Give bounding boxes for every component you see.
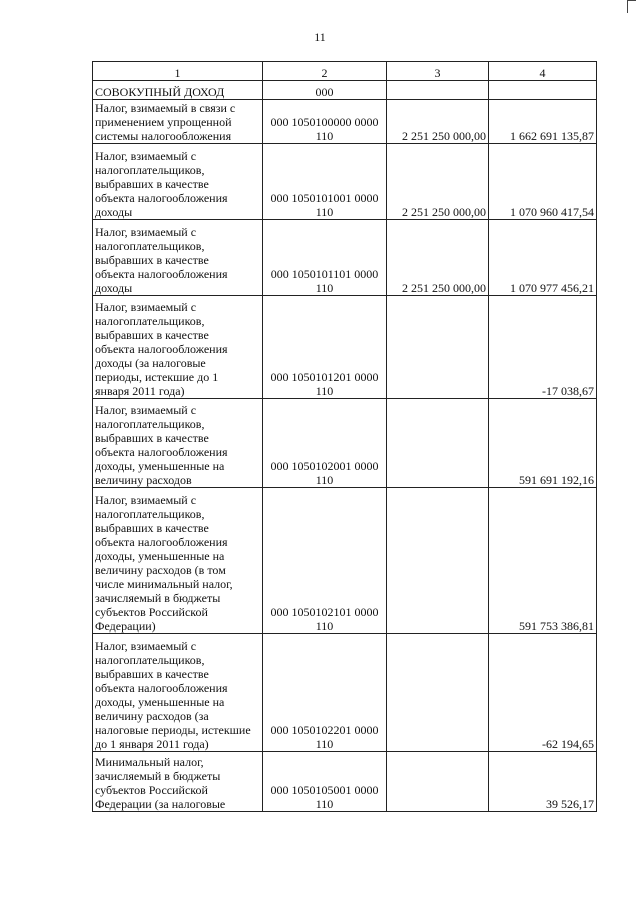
row-fact: 1 070 960 417,54 [489,144,597,220]
row-name: Налог, взимаемый с налогоплательщиков, выбравших в качестве объекта налогообложения доходы [93,144,263,220]
row-code: 000 1050102101 0000 110 [263,488,387,634]
row-fact: 1 662 691 135,87 [489,100,597,144]
row-code: 000 1050101101 0000 110 [263,220,387,296]
row-plan [387,488,489,634]
column-header-2: 2 [263,62,387,81]
row-name: Налог, взимаемый с налогоплательщиков, выбравших в качестве объекта налогообложения доходы [93,220,263,296]
row-plan [387,296,489,399]
row-plan [387,81,489,100]
page-corner-mark [627,0,636,13]
column-header-1: 1 [93,62,263,81]
table-row [93,100,597,144]
row-fact: 591 691 192,16 [489,399,597,488]
table-row [93,220,597,296]
row-fact: -62 194,65 [489,634,597,752]
row-fact [489,81,597,100]
table-row [93,144,597,220]
row-plan: 2 251 250 000,00 [387,144,489,220]
table-row [93,488,597,634]
row-code: 000 1050102001 0000 110 [263,399,387,488]
row-fact: -17 038,67 [489,296,597,399]
row-plan [387,399,489,488]
revenue-table [92,61,597,812]
row-name: Налог, взимаемый с налогоплательщиков, выбравших в качестве объекта налогообложения доходы, уменьшенные на величину расходов [93,399,263,488]
row-fact: 591 753 386,81 [489,488,597,634]
table-row [93,752,597,812]
row-name: Налог, взимаемый с налогоплательщиков, выбравших в качестве объекта налогообложения доходы, уменьшенные на величину расходов (за налоговые периоды, истекшие до 1 января 2011 года) [93,634,263,752]
row-code: 000 [263,81,387,100]
row-name: СОВОКУПНЫЙ ДОХОД [93,81,263,100]
column-header-4: 4 [489,62,597,81]
page-number: 11 [314,30,326,44]
table-header-row [93,62,597,81]
row-name: Налог, взимаемый в связи с применением упрощенной системы налогообложения [93,100,263,144]
row-code: 000 1050105001 0000 110 [263,752,387,812]
row-fact: 1 070 977 456,21 [489,220,597,296]
row-name: Налог, взимаемый с налогоплательщиков, выбравших в качестве объекта налогообложения доходы (за налоговые периоды, истекшие до 1 января 2011 года) [93,296,263,399]
row-plan [387,634,489,752]
table-row [93,399,597,488]
row-fact: 39 526,17 [489,752,597,812]
row-code: 000 1050101001 0000 110 [263,144,387,220]
table-row [93,81,597,100]
row-code: 000 1050102201 0000 110 [263,634,387,752]
table-row [93,634,597,752]
row-plan: 2 251 250 000,00 [387,220,489,296]
row-code: 000 1050101201 0000 110 [263,296,387,399]
row-code: 000 1050100000 0000 110 [263,100,387,144]
row-plan: 2 251 250 000,00 [387,100,489,144]
table-row [93,296,597,399]
row-name: Налог, взимаемый с налогоплательщиков, выбравших в качестве объекта налогообложения доходы, уменьшенные на величину расходов (в том числе минимальный налог, зачисляемый в бюджеты субъектов Российской Федерации) [93,488,263,634]
row-plan [387,752,489,812]
row-name: Минимальный налог, зачисляемый в бюджеты субъектов Российской Федерации (за налоговые [93,752,263,812]
column-header-3: 3 [387,62,489,81]
